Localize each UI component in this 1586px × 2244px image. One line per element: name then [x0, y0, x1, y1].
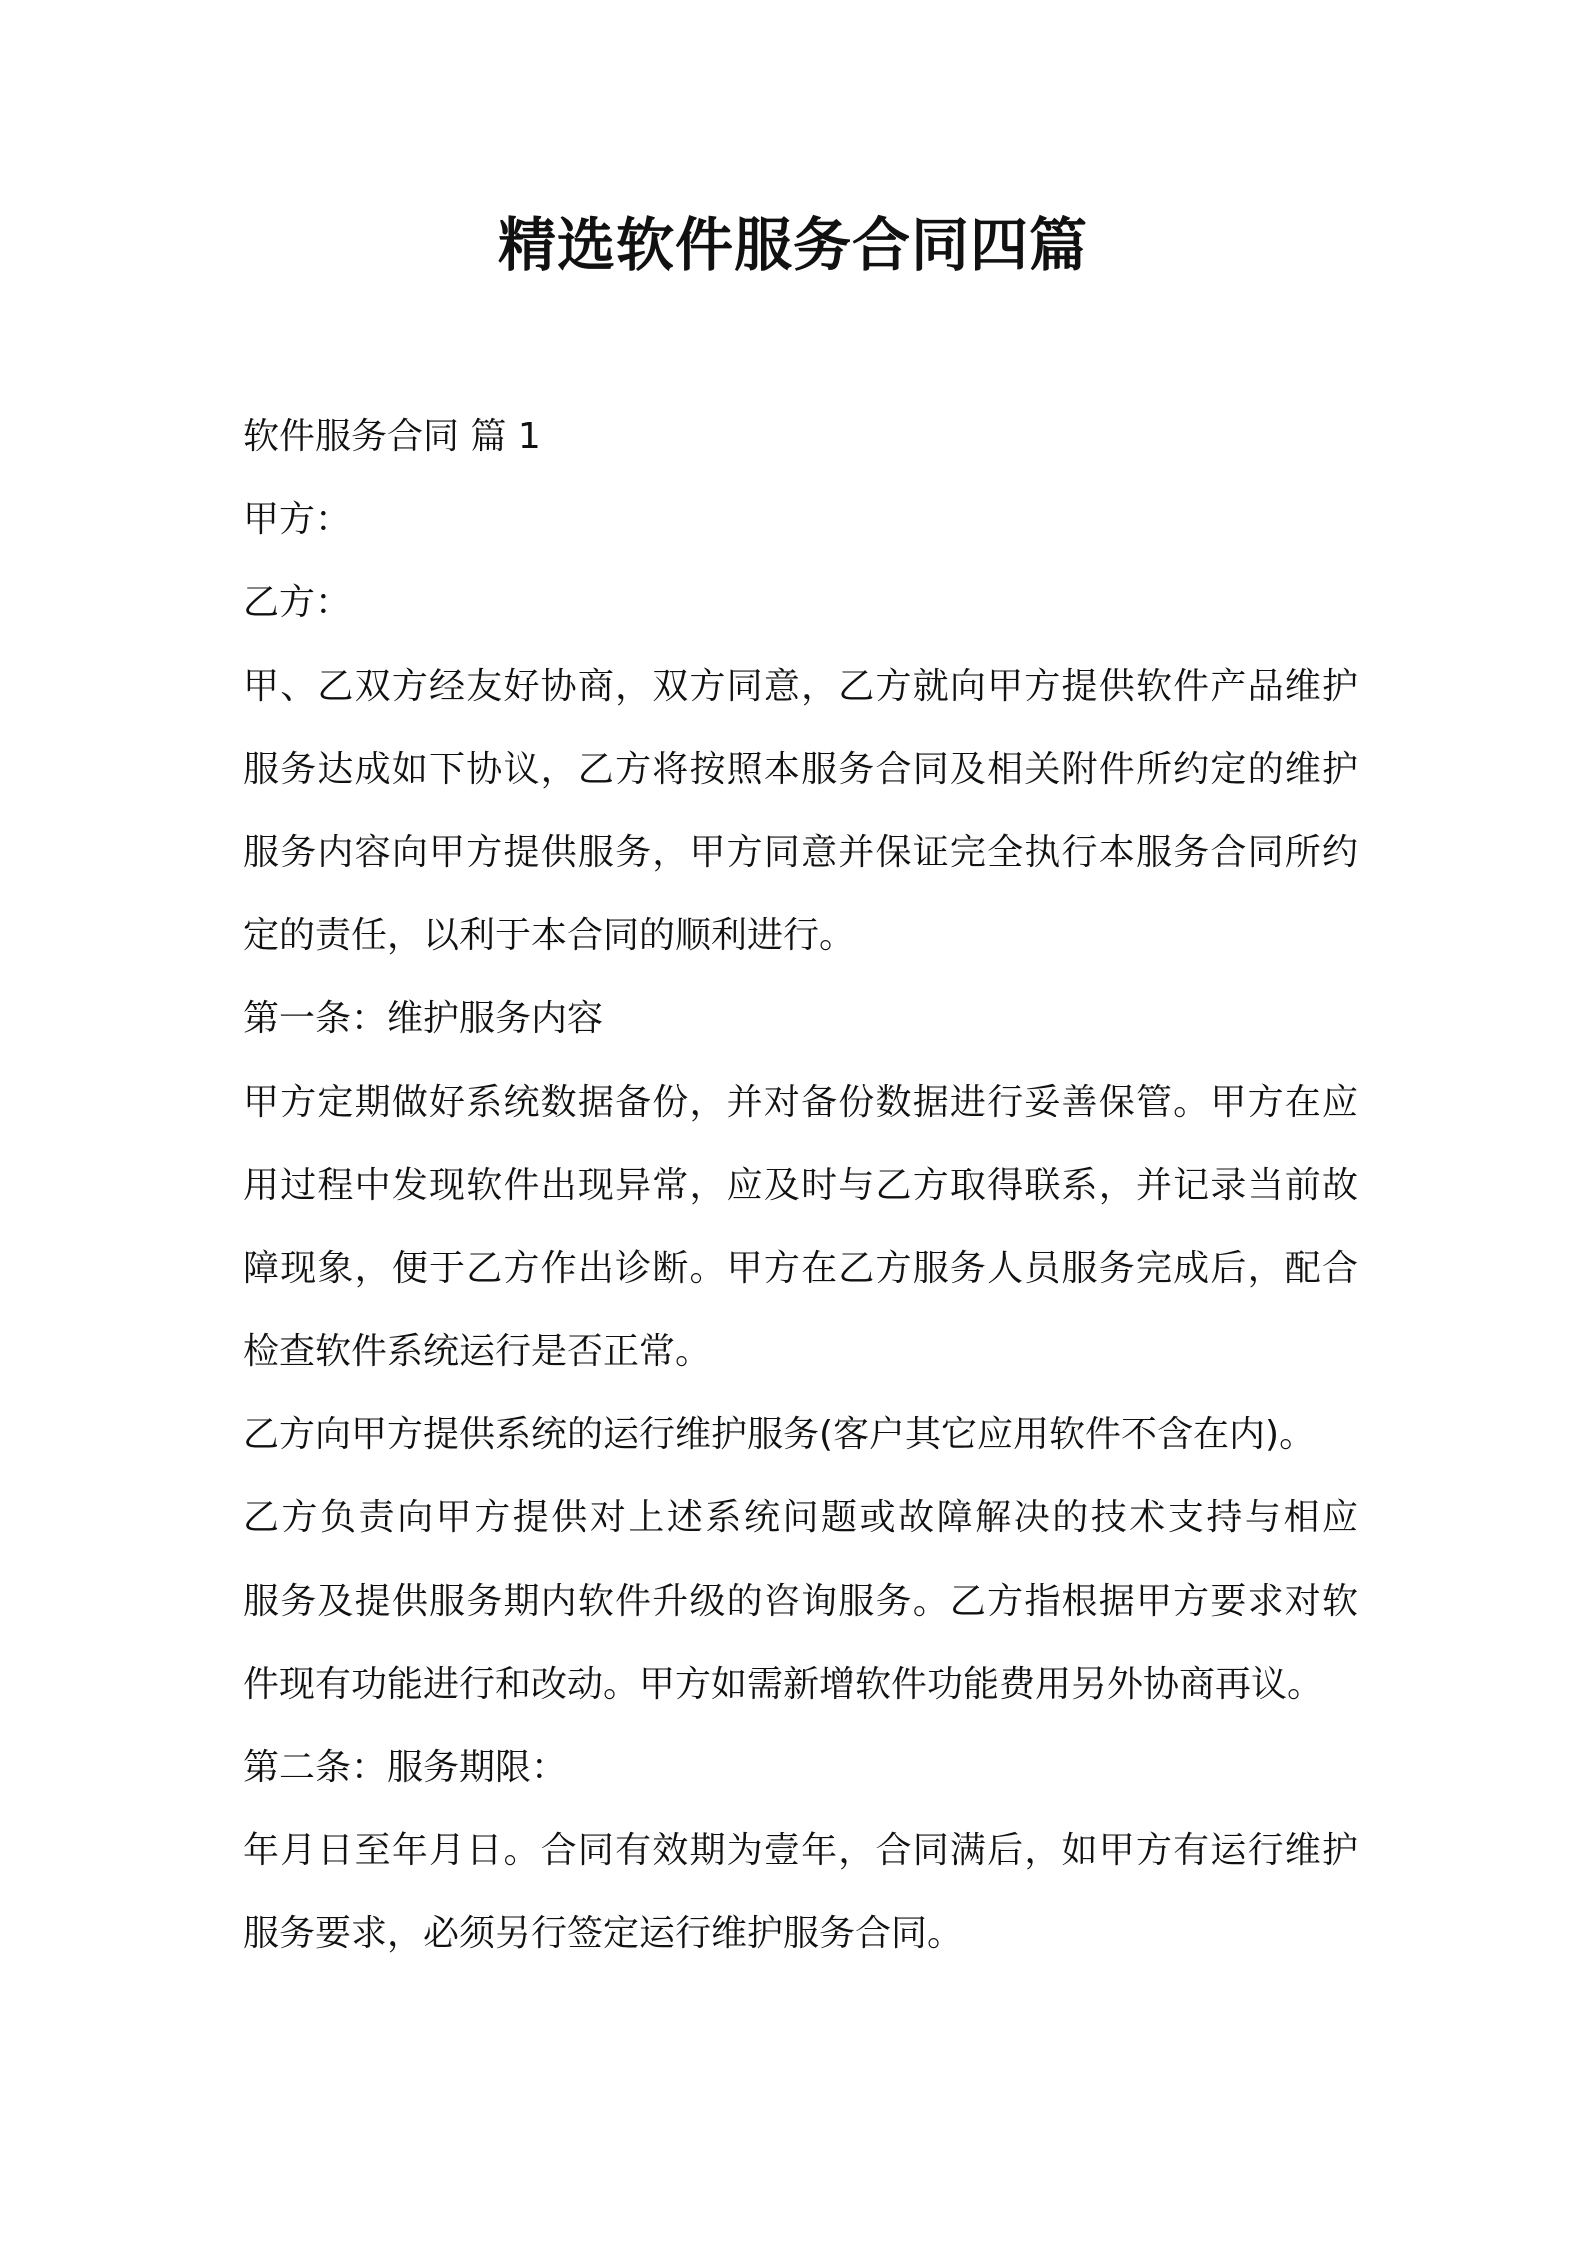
paragraph-line: 服务要求，必须另行签定运行维护服务合同。 — [243, 1913, 964, 1955]
paragraph-line: 检查软件系统运行是否正常。 — [243, 1331, 712, 1373]
paragraph-line: 服务达成如下协议，乙方将按照本服务合同及相关附件所约定的维护 — [243, 748, 1358, 790]
party-b-line: 乙方： — [243, 582, 352, 624]
article-heading: 第一条：维护服务内容 — [243, 998, 604, 1040]
paragraph-line: 乙方负责向甲方提供对上述系统问题或故障解决的技术支持与相应 — [243, 1497, 1358, 1539]
paragraph-line: 乙方向甲方提供系统的运行维护服务(客户其它应用软件不含在内)。 — [243, 1414, 1316, 1456]
paragraph-line: 服务内容向甲方提供服务，甲方同意并保证完全执行本服务合同所约 — [243, 831, 1358, 873]
document-body — [243, 395, 1358, 1976]
article-heading: 第二条：服务期限： — [243, 1747, 568, 1788]
paragraph-line: 年月日至年月日。合同有效期为壹年，合同满后，如甲方有运行维护 — [243, 1830, 1358, 1872]
section-heading: 软件服务合同 篇 1 — [243, 416, 541, 457]
paragraph-line: 件现有功能进行和改动。甲方如需新增软件功能费用另外协商再议。 — [243, 1663, 1324, 1705]
party-a-line: 甲方： — [243, 499, 352, 541]
paragraph-line: 服务及提供服务期内软件升级的咨询服务。乙方指根据甲方要求对软 — [243, 1580, 1358, 1622]
paragraph-line: 甲、乙双方经友好协商，双方同意，乙方就向甲方提供软件产品维护 — [243, 665, 1358, 707]
document-title: 精选软件服务合同四篇 — [497, 211, 1088, 279]
paragraph-line: 甲方定期做好系统数据备份，并对备份数据进行妥善保管。甲方在应 — [243, 1081, 1358, 1123]
paragraph-line: 障现象，便于乙方作出诊断。甲方在乙方服务人员服务完成后，配合 — [243, 1247, 1358, 1289]
paragraph-line: 定的责任，以利于本合同的顺利进行。 — [243, 915, 856, 957]
paragraph-line: 用过程中发现软件出现异常，应及时与乙方取得联系，并记录当前故 — [243, 1164, 1358, 1206]
